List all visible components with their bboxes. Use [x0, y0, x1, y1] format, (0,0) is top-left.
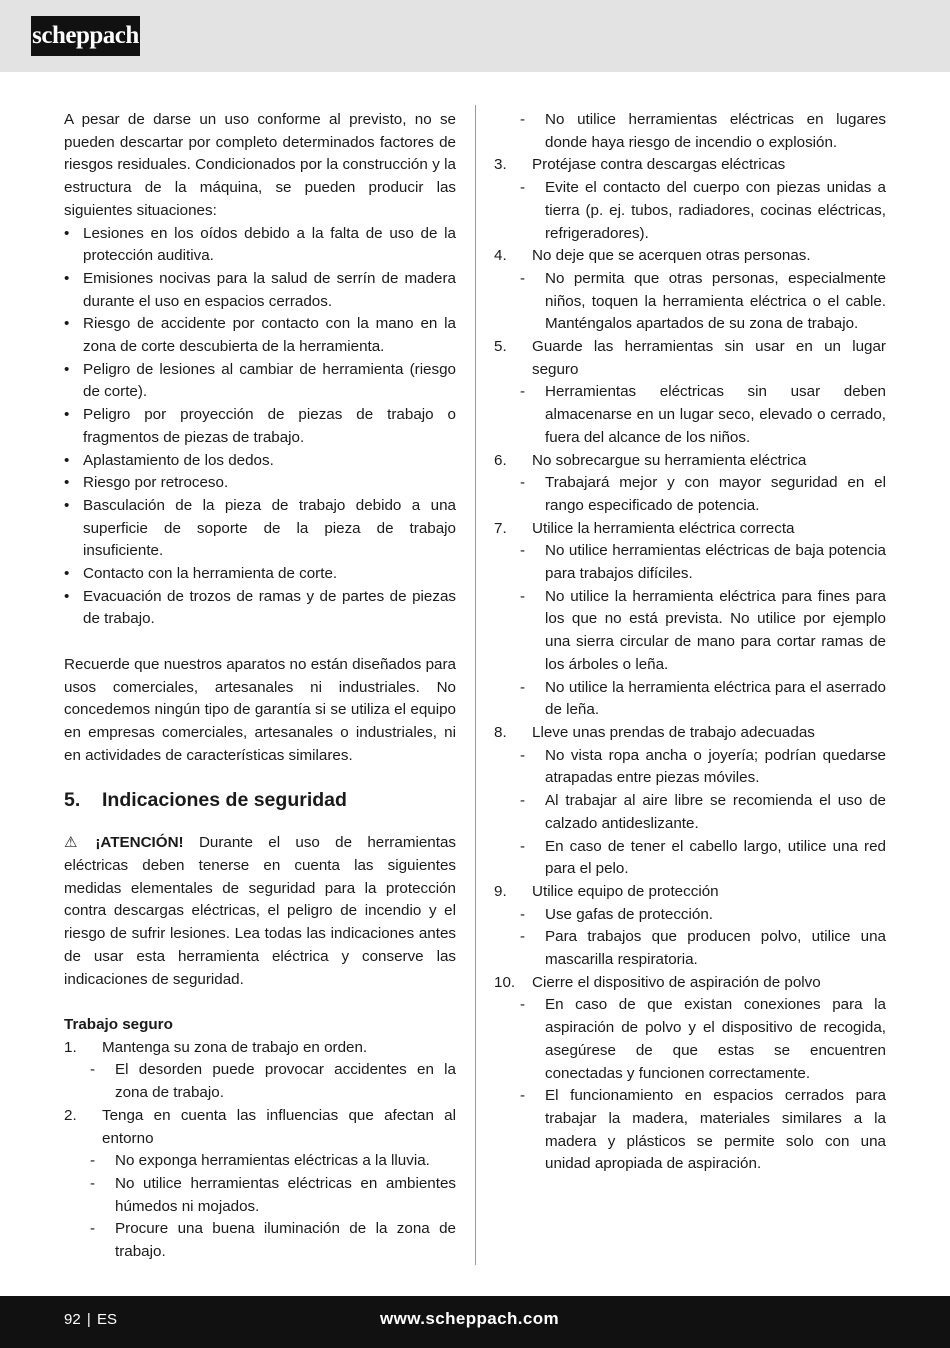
left-column	[64, 109, 456, 1264]
page-footer	[0, 1296, 950, 1348]
subheading-safe-work: Trabajo seguro	[64, 1015, 173, 1033]
list-item: - No utilice la herramienta eléctrica para el aserrado de leña.	[520, 678, 886, 719]
numbered-item: 6. No sobrecargue su herramienta eléctrica	[494, 451, 807, 469]
numbered-item: 2. Tenga en cuenta las influencias que afectan al entorno	[64, 1106, 456, 1147]
list-item: - Use gafas de protección.	[520, 905, 714, 923]
list-item: - Herramientas eléctricas sin usar deben almacenarse en un lugar seco, elevado o cerrado, fuera del alcance de los niños.	[520, 383, 886, 446]
numbered-item: 7. Utilice la herramienta eléctrica correcta	[494, 519, 795, 537]
list-item: - No exponga herramientas eléctricas a la lluvia.	[90, 1152, 430, 1170]
list-item: • Peligro de lesiones al cambiar de herramienta (riesgo de corte).	[64, 360, 456, 401]
column-divider	[475, 105, 476, 1265]
list-item: - En caso de tener el cabello largo, utilice una red para el pelo.	[520, 837, 886, 878]
list-item: • Lesiones en los oídos debido a la falta de uso de la protección auditiva.	[64, 224, 456, 265]
list-item: - No utilice herramientas eléctricas en lugares donde haya riesgo de incendio o explosión.	[520, 111, 886, 151]
residual-risks-intro: A pesar de darse un uso conforme al previsto, no se pueden descartar por completo determinados factores de riesgos residuales. Condicionados por la construcción y la estructura de la máquina, se pueden producir las siguientes situaciones:	[64, 111, 456, 219]
risk-list	[64, 223, 456, 632]
list-item: • Basculación de la pieza de trabajo debido a una superficie de soporte de la pieza de trabajo insuficiente.	[64, 496, 456, 560]
list-item: • Contacto con la herramienta de corte.	[64, 565, 338, 583]
list-item: - Trabajará mejor y con mayor seguridad en el rango especificado de potencia.	[520, 474, 886, 514]
right-column	[494, 109, 886, 1176]
list-item: - Para trabajos que producen polvo, utilice una mascarilla respiratoria.	[520, 928, 886, 969]
numbered-item: 8. Lleve unas prendas de trabajo adecuadas	[494, 723, 815, 741]
warning-triangle-icon: ⚠	[64, 834, 78, 852]
numbered-item: 4. No deje que se acerquen otras personas.	[494, 247, 811, 265]
section-heading: 5. Indicaciones de seguridad	[64, 789, 347, 812]
list-item: - Procure una buena iluminación de la zona de trabajo.	[90, 1220, 456, 1261]
list-item: • Emisiones nocivas para la salud de serrín de madera durante el uso en espacios cerrados.	[64, 269, 456, 310]
numbered-item: 10. Cierre el dispositivo de aspiración de polvo	[494, 973, 821, 991]
list-item: - No utilice herramientas eléctricas de baja potencia para trabajos difíciles.	[520, 542, 886, 583]
page-number: 92	[64, 1311, 81, 1328]
list-item: - No utilice herramientas eléctricas en ambientes húmedos ni mojados.	[90, 1174, 456, 1215]
list-item: • Riesgo de accidente por contacto con la mano en la zona de corte descubierta de la herramienta.	[64, 315, 456, 356]
list-item: - En caso de que existan conexiones para la aspiración de polvo y el dispositivo de recogida, asegúrese de que estas se encuentren conectadas y funcionen correctamente.	[520, 996, 886, 1082]
list-item: • Peligro por proyección de piezas de trabajo o fragmentos de piezas de trabajo.	[64, 406, 456, 446]
page-header	[0, 0, 950, 72]
list-item: • Aplastamiento de los dedos.	[64, 451, 274, 469]
numbered-item: 3. Protéjase contra descargas eléctricas	[494, 156, 786, 174]
list-item: - No utilice la herramienta eléctrica para fines para los que no está prevista. No utilice por ejemplo una sierra circular de mano para cortar ramas de los árboles o leña.	[520, 587, 886, 673]
numbered-item: 1. Mantenga su zona de trabajo en orden.	[64, 1038, 368, 1056]
list-item: • Evacuación de trozos de ramas y de partes de piezas de trabajo.	[64, 587, 456, 628]
list-item: - El desorden puede provocar accidentes en la zona de trabajo.	[90, 1061, 456, 1102]
list-item: - Evite el contacto del cuerpo con piezas unidas a tierra (p. ej. tubos, radiadores, cocinas eléctricas, refrigeradores).	[520, 179, 886, 242]
numbered-item: 9. Utilice equipo de protección	[494, 882, 719, 900]
page-number-language: 92 | ES	[64, 1311, 117, 1328]
website-link[interactable]: www.scheppach.com	[380, 1309, 560, 1328]
list-item: - Al trabajar al aire libre se recomienda el uso de calzado antideslizante.	[520, 792, 886, 832]
list-item: - No vista ropa ancha o joyería; podrían quedarse atrapadas entre piezas móviles.	[520, 746, 886, 787]
commercial-use-note: Recuerde que nuestros aparatos no están diseñados para usos comerciales, artesanales ni industriales. No concedemos ningún tipo de garantía si se utiliza el equipo en empresas comerciales, artesanales o industriales, ni en actividades de características similares.	[64, 655, 456, 764]
list-item: - El funcionamiento en espacios cerrados para trabajar la madera, materiales similares a la madera y plásticos se permite solo con una unidad apropiada de aspiración.	[520, 1087, 886, 1173]
list-item: • Riesgo por retroceso.	[64, 474, 229, 492]
warning-paragraph: ⚠ ¡ATENCIÓN! Durante el uso de herramientas eléctricas deben tenerse en cuenta las siguientes medidas elementales de seguridad para la protección contra descargas eléctricas, el peligro de incendio y el riesgo de sufrir lesiones. Lea todas las indicaciones antes de usar esta herramienta eléctrica y conserve las indicaciones de seguridad.	[64, 834, 456, 988]
scheppach-logo: scheppach	[31, 16, 140, 56]
list-item: - No permita que otras personas, especialmente niños, toquen la herramienta eléctrica o el cable. Manténgalos apartados de su zona de trabajo.	[520, 269, 886, 333]
language-code: ES	[96, 1311, 117, 1328]
numbered-item: 5. Guarde las herramientas sin usar en un lugar seguro	[494, 338, 886, 378]
